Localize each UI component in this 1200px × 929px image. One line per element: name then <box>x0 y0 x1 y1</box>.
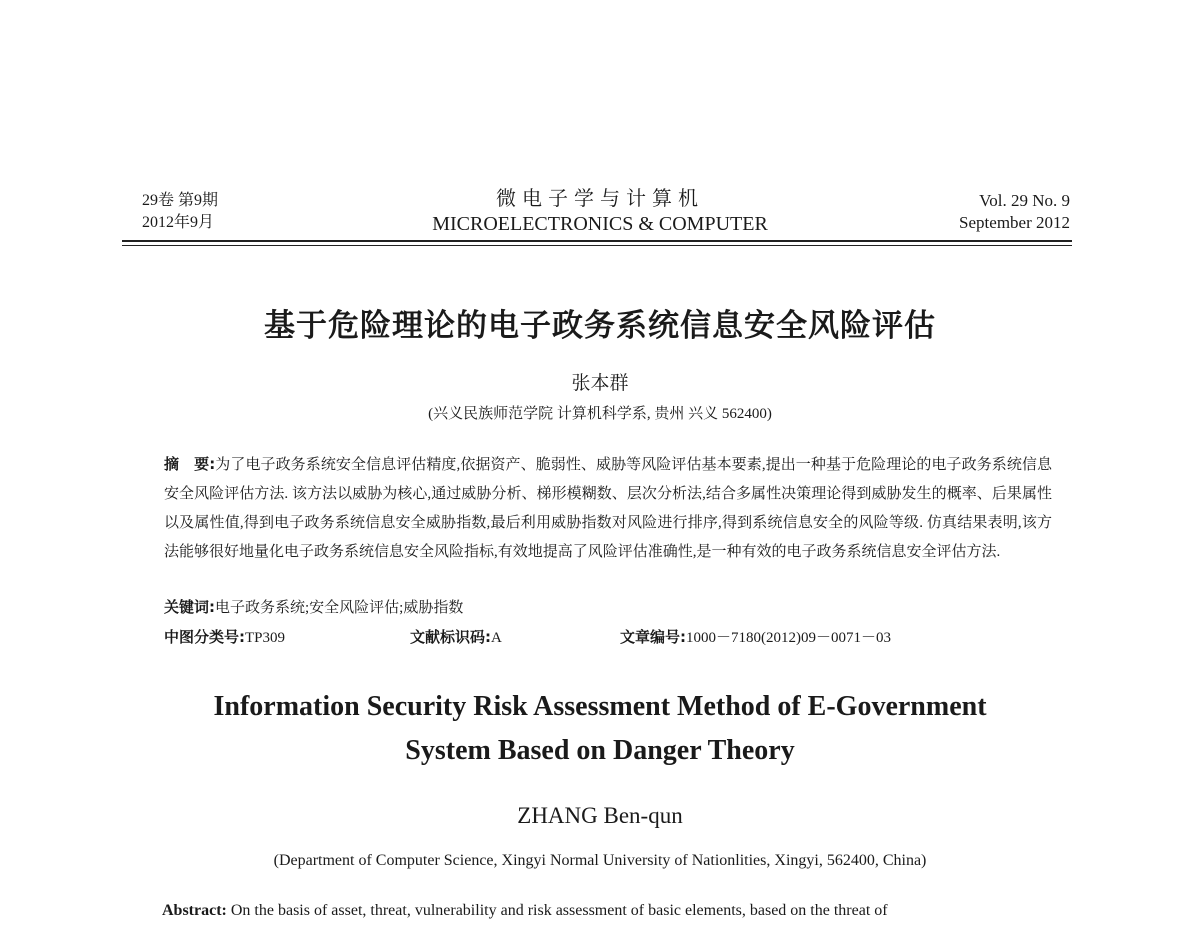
keywords-label: 关键词: <box>164 598 215 616</box>
affiliation-en: (Department of Computer Science, Xingyi Normal University of Nationlities, Xingyi, 562400, China) <box>273 852 927 869</box>
journal-name-cn: 微电子学与计算机 <box>496 188 704 210</box>
abstract-en-label: Abstract: <box>162 902 227 919</box>
doc-label: 文献标识码: <box>410 628 491 646</box>
article-label: 文章编号: <box>620 628 686 646</box>
affiliation-cn: (兴义民族师范学院 计算机科学系, 贵州 兴义 562400) <box>428 406 772 422</box>
journal-name-en: MICROELECTRONICS & COMPUTER <box>432 213 768 235</box>
abstract-cn <box>164 450 1052 567</box>
header-rule-thick <box>122 240 1072 242</box>
abstract-cn-label: 摘 要: <box>164 455 216 473</box>
author-name-cn: 张本群 <box>571 373 629 394</box>
paper-title-en-line2: System Based on Danger Theory <box>405 735 795 766</box>
volume-en: Vol. 29 No. 9 <box>979 191 1070 210</box>
article-number <box>620 626 891 647</box>
article-value: 1000－7180(2012)09－0071－03 <box>686 630 891 646</box>
journal-volume-issue-en <box>959 190 1070 234</box>
keywords-text: 电子政务系统;安全风险评估;威胁指数 <box>215 600 464 616</box>
date-en: September 2012 <box>959 213 1070 232</box>
clc-label: 中图分类号: <box>164 628 245 646</box>
paper-title-en-line1: Information Security Risk Assessment Method of E-Government <box>213 691 987 722</box>
clc-number <box>164 626 285 647</box>
keywords <box>164 596 463 617</box>
doc-value: A <box>491 630 502 646</box>
document-code <box>410 626 502 647</box>
clc-value: TP309 <box>245 630 286 646</box>
author-name-en: ZHANG Ben-qun <box>517 803 683 828</box>
abstract-cn-text: 为了电子政务系统安全信息评估精度,依据资产、脆弱性、威胁等风险评估基本要素,提出一种基于危险理论的电子政务系统信息安全风险评估方法. 该方法以威胁为核心,通过威胁分析、梯形模糊数、层次分析法,结合多属性决策理论得到威胁发生的概率、后果属性以及属性值,得到电子政务系统信息安全威胁指数,最后利用威胁指数对风险进行排序,得到系统信息安全的风险等级. 仿真结果表明,该方法能够很好地量化电子政务系统信息安全风险指标,有效地提高了风险评估准确性,是一种有效的电子政务系统信息安全评估方法. <box>164 457 1053 560</box>
date-cn: 2012年9月 <box>142 214 215 231</box>
paper-title-en <box>0 685 1200 773</box>
volume-cn: 29卷 第9期 <box>142 192 219 209</box>
abstract-en-text: On the basis of asset, threat, vulnerability and risk assessment of basic elements, based on the threat of <box>230 902 888 919</box>
abstract-en <box>162 900 1052 922</box>
paper-title-cn: 基于危险理论的电子政务系统信息安全风险评估 <box>264 308 936 344</box>
header-rule-thin <box>122 245 1072 246</box>
